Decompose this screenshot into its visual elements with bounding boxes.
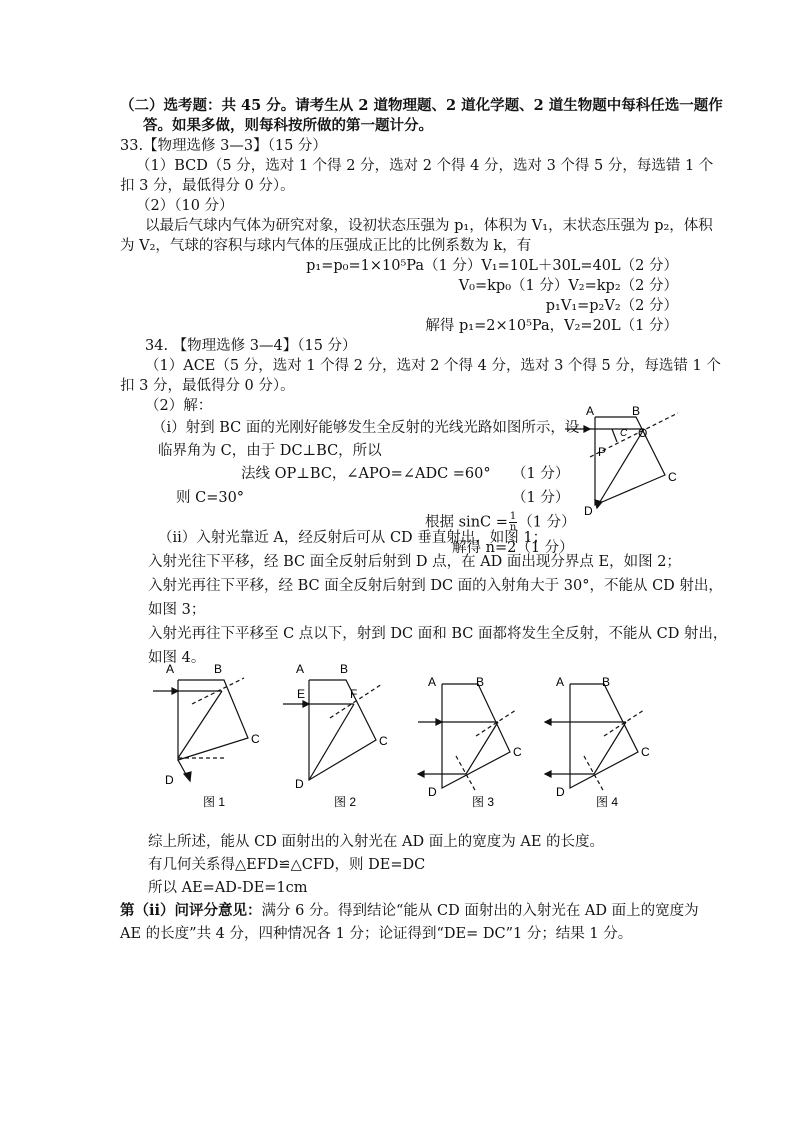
q33-equation-4: 解得 p₁=2×10⁵Pa，V₂=20L（1 分）: [425, 318, 678, 334]
fig1-label-B: B: [214, 662, 223, 676]
label-C: C: [668, 470, 677, 484]
q33-text: 以最后气球内气体为研究对象，设初状态压强为 p₁，体积为 V₁，末状态压强为 p₂，体积: [145, 218, 713, 234]
incident-arrow: [584, 426, 590, 432]
q34-ii-line5: 入射光再往下平移至 C 点以下，射到 DC 面和 BC 面都将发生全反射，不能从 CD 射出，: [148, 626, 728, 642]
fig1-label-D: D: [165, 773, 174, 787]
fig3-caption: 图 3: [472, 795, 495, 809]
q34-ii-line2: 入射光往下平移，经 BC 面全反射后射到 D 点，在 AD 面出现分界点 E，如图 2；: [148, 554, 681, 570]
figure-3: [410, 660, 540, 810]
q34-ii-line4: 如图 3；: [148, 602, 206, 618]
section-heading: （二）选考题：共 45 分。请考生从 2 道物理题、2 道化学题、2 道生物题中每科任选一题作: [120, 97, 723, 114]
label-O: O: [638, 426, 648, 440]
conclusion-3: 所以 AE=AD-DE=1cm: [148, 880, 308, 896]
q34-i-score4: （1 分）: [512, 490, 570, 506]
fraction-numerator: 1: [509, 511, 517, 522]
fig3-label-C: C: [513, 745, 522, 759]
grading-note-cont: AE 的长度”共 4 分，四种情况各 1 分；论证得到“DE= DC”1 分；结果 1 分。: [120, 926, 633, 942]
fig2-label-E: E: [297, 687, 306, 701]
fig1-caption: 图 1: [203, 795, 226, 809]
q33-text-cont: 为 V₂，气球的容积与球内气体的压强成正比的比例系数为 k，有: [120, 238, 532, 254]
q34-ii-line1: （ii）入射光靠近 A，经反射后可从 CD 垂直射出，如图 1；: [158, 530, 548, 546]
figure-1: [148, 660, 278, 810]
q34-ii-line6: 如图 4。: [148, 650, 206, 666]
fig4-label-C: C: [641, 745, 650, 759]
fig3-label-D: D: [428, 785, 437, 799]
q33-title: 33.【物理选修 3—3】（15 分）: [120, 138, 327, 154]
fig2-label-B: B: [340, 662, 349, 676]
q34-part2: （2）解：: [145, 398, 213, 414]
q34-i-score3: （1 分）: [512, 466, 570, 482]
q33-part2: （2）（10 分）: [136, 198, 234, 214]
q34-i-line2: 临界角为 C，由于 DC⊥BC，所以: [158, 443, 382, 459]
snell-text: 根据 sinC =: [425, 514, 508, 531]
fig2-label-C: C: [379, 734, 388, 748]
fig2-label-F: F: [350, 687, 358, 701]
q34-i-line4: 则 C=30°: [176, 490, 245, 506]
grading-note-text: 满分 6 分。得到结论“能从 CD 面射出的入射光在 AD 面上的宽度为: [261, 903, 699, 919]
q34-part1: （1）ACE（5 分，选对 1 个得 2 分，选对 2 个得 4 分，选对 3 个得 5 分，每选错 1 个: [145, 358, 721, 374]
q34-ii-line3: 入射光再往下平移，经 BC 面全反射后射到 DC 面的入射角大于 30°，不能从 CD 射出，: [148, 578, 723, 594]
label-angle-C: C: [620, 428, 628, 439]
label-A: A: [586, 404, 595, 418]
q33-equation-3: p₁V₁=p₂V₂（2 分）: [545, 298, 678, 314]
reflected-arrow: [595, 500, 602, 508]
fig4-caption: 图 4: [596, 795, 619, 809]
q34-part1-cont: 扣 3 分，最低得分 0 分）。: [120, 378, 295, 394]
conclusion-2: 有几何关系得△EFD≌△CFD，则 DE=DC: [148, 857, 426, 873]
fig4-label-D: D: [556, 785, 565, 799]
q34-i-line6: 解得 n=2（1 分）: [452, 540, 574, 556]
main-diagram: [560, 395, 690, 530]
fig2-caption: 图 2: [334, 795, 357, 809]
label-P: P: [598, 445, 607, 459]
label-D: D: [584, 504, 593, 518]
section-heading-cont: 答。如果多做，则每科按所做的第一题计分。: [143, 117, 433, 134]
grading-note: [120, 901, 699, 921]
fig2-label-A: A: [296, 662, 305, 676]
fig3-label-B: B: [476, 675, 485, 689]
q34-title: 34. 【物理选修 3—4】（15 分）: [145, 338, 357, 354]
q34-i-line1: （i）射到 BC 面的光刚好能够发生全反射的光线光路如图所示，设: [152, 420, 580, 436]
grading-note-label: 第（ii）问评分意见：: [120, 902, 262, 919]
figure-4: [540, 660, 670, 810]
fraction-denominator: n: [509, 522, 517, 533]
q33-part1-cont: 扣 3 分，最低得分 0 分）。: [120, 178, 295, 194]
fig4-label-A: A: [556, 675, 565, 689]
q33-equation-1: p₁=p₀=1×10⁵Pa（1 分）V₁=10L＋30L=40L（2 分）: [306, 258, 678, 274]
fig1-label-C: C: [251, 732, 260, 746]
angle-marker: [612, 429, 617, 442]
fig1-label-A: A: [166, 662, 175, 676]
conclusion-1: 综上所述，能从 CD 面射出的入射光在 AD 面上的宽度为 AE 的长度。: [148, 834, 605, 850]
q33-part1: （1）BCD（5 分，选对 1 个得 2 分，选对 2 个得 4 分，选对 3 个得 5 分，每选错 1 个: [136, 158, 714, 174]
q34-i-line3: 法线 OP⊥BC，∠APO=∠ADC =60°: [241, 466, 491, 482]
q33-equation-2: V₀=kp₀（1 分）V₂=kp₂（2 分）: [458, 278, 678, 294]
label-B: B: [632, 404, 641, 418]
figure-2: [278, 660, 408, 810]
snell-score: （1 分）: [518, 514, 576, 531]
fig3-label-A: A: [428, 675, 437, 689]
fig4-label-B: B: [602, 675, 611, 689]
fig2-label-D: D: [295, 777, 304, 791]
